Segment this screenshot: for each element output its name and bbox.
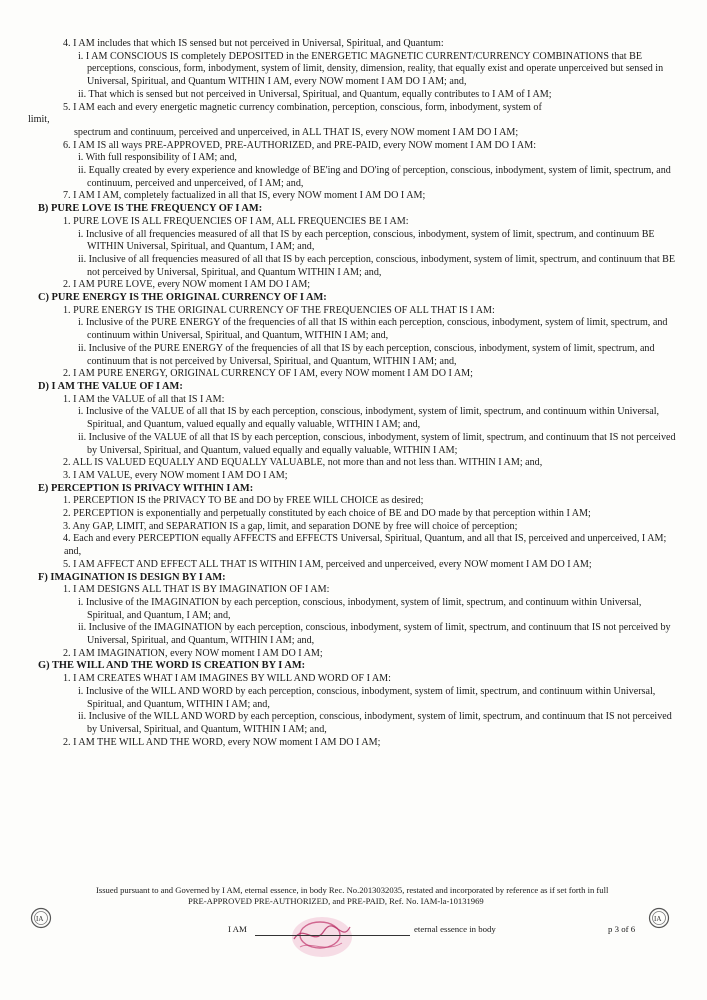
list-item: 1. I AM DESIGNS ALL THAT IS BY IMAGINATION OF I AM: xyxy=(63,584,330,596)
list-item: 4. Each and every PERCEPTION equally AFFECTS and EFFECTS Universal, Spiritual, Quantum, and all that IS, perceived and unperceived, I AM; and, xyxy=(63,533,667,558)
list-item: 5. I AM each and every energetic magnetic currency combination, perception, conscious, form, inbodyment, system of xyxy=(63,101,542,113)
list-item: i. Inclusive of the IMAGINATION by each perception, conscious, inbodyment, system of limit, spectrum, and continuum within Universal, Spiritual, and Quantum, I AM; and, xyxy=(78,596,642,621)
list-item: 2. ALL IS VALUED EQUALLY AND EQUALLY VALUABLE, not more than and not less than. WITHIN I AM; and, xyxy=(63,457,543,469)
list-item: 2. I AM PURE LOVE, every NOW moment I AM DO I AM; xyxy=(63,279,311,291)
list-item: i. Inclusive of the VALUE of all that IS by each perception, conscious, inbodyment, system of limit, spectrum, and continuum within Universal, Spiritual, and Quantum, valued equally and equally valuable, WITHIN I AM; and, xyxy=(78,406,660,431)
page-number: p 3 of 6 xyxy=(608,924,636,934)
list-item: ii. Inclusive of the VALUE of all that IS by each perception, conscious, inbodyment, system of limit, spectrum, and continuum that IS not perceived by Universal, Spiritual, and Quantum, valued equally and equally valuable, WITHIN I AM; xyxy=(78,431,676,456)
list-item: 7. I AM I AM, completely factualized in all that IS, every NOW moment I AM DO I AM; xyxy=(63,190,426,202)
svg-text:IA: IA xyxy=(36,915,44,923)
signature-seal-icon xyxy=(280,913,360,965)
svg-text:IA: IA xyxy=(654,915,662,923)
section-heading: C) PURE ENERGY IS THE ORIGINAL CURRENCY OF I AM: xyxy=(38,292,327,304)
list-item: ii. Inclusive of all frequencies measured of all that IS by each perception, conscious, inbodyment, system of limit, spectrum, and continuum that BE not perceived by Universal, Spiritual, and Quantum WITHIN I AM; and, xyxy=(78,253,676,278)
section-heading: G) THE WILL AND THE WORD IS CREATION BY I AM: xyxy=(38,660,306,672)
list-item: 1. I AM the VALUE of all that IS I AM: xyxy=(63,393,225,405)
list-item: 1. PERCEPTION IS the PRIVACY TO BE and DO by FREE WILL CHOICE as desired; xyxy=(63,495,424,507)
list-item: ii. That which is sensed but not perceived in Universal, Spiritual, and Quantum, equally contributes to I AM of I AM; xyxy=(78,88,552,100)
right-seal-icon xyxy=(648,907,670,929)
signature-suffix: eternal essence in body xyxy=(414,924,496,934)
list-item: 1. PURE LOVE IS ALL FREQUENCIES OF I AM, ALL FREQUENCIES BE I AM: xyxy=(63,215,409,227)
list-item: ii. Inclusive of the PURE ENERGY of the frequencies of all that IS by each perception, conscious, inbodyment, system of limit, spectrum, and continuum that is not perceived by Universal, Spiritual, and Quantum, WITHIN I AM; and, xyxy=(78,342,655,367)
list-item: i. Inclusive of the PURE ENERGY of the frequencies of all that IS within each perception, conscious, inbodyment, system of limit, spectrum, and continuum within Universal, Spiritual, and Quantum, WITHIN I AM; and, xyxy=(78,317,668,342)
list-item: i. I AM CONSCIOUS IS completely DEPOSITED in the ENERGETIC MAGNETIC CURRENT/CURRENCY COMBINATIONS that BE perceptions, conscious, form, inbodyment, system of limit, density, dimension, reality, that equally exist and operate unperceived but sensed in Universal, Spiritual, and Quantum WITHIN I AM, every NOW moment I AM DO I AM; and, xyxy=(78,50,664,88)
list-item: 6. I AM IS all ways PRE-APPROVED, PRE-AUTHORIZED, and PRE-PAID, every NOW moment I AM DO I AM: xyxy=(63,139,536,151)
list-item: 2. I AM IMAGINATION, every NOW moment I AM DO I AM; xyxy=(63,647,323,659)
section-heading: B) PURE LOVE IS THE FREQUENCY OF I AM: xyxy=(38,203,263,215)
list-item: 4. I AM includes that which IS sensed but not perceived in Universal, Spiritual, and Quantum: xyxy=(63,38,444,49)
list-item: 3. I AM VALUE, every NOW moment I AM DO I AM; xyxy=(63,469,288,481)
section-heading: D) I AM THE VALUE OF I AM: xyxy=(38,380,183,392)
list-item: ii. Equally created by every experience and knowledge of BE'ing and DO'ing of perception, conscious, inbodyment, system of limit, spectrum, and continuum, perceived and unperceived, of I AM; and, xyxy=(78,165,671,189)
list-item: i. Inclusive of all frequencies measured of all that IS by each perception, conscious, inbodyment, system of limit, spectrum, and continuum BE WITHIN Universal, Spiritual, and Quantum, I AM; and, xyxy=(78,228,655,253)
list-item: 2. PERCEPTION is exponentially and perpetually constituted by each choice of BE and DO made by that perception within I AM; xyxy=(63,508,591,520)
footer-ref-line: PRE-APPROVED PRE-AUTHORIZED, and PRE-PAID, Ref. No. IAM-la-10131969 xyxy=(188,896,484,906)
list-item: 1. PURE ENERGY IS THE ORIGINAL CURRENCY OF THE FREQUENCIES OF ALL THAT IS I AM: xyxy=(63,304,495,316)
section-heading: F) IMAGINATION IS DESIGN BY I AM: xyxy=(38,571,226,583)
left-seal-icon xyxy=(30,907,52,929)
footer-issued-line: Issued pursuant to and Governed by I AM, eternal essence, in body Rec. No.2013032035, restated and incorporated by reference as if set forth in full xyxy=(96,885,609,895)
signature-line xyxy=(255,935,410,936)
document-body xyxy=(28,38,678,749)
list-item: limit, xyxy=(28,114,50,126)
list-item: i. Inclusive of the WILL AND WORD by each perception, conscious, inbodyment, system of limit, spectrum, and continuum within Universal, Spiritual, and Quantum, WITHIN I AM; and, xyxy=(78,685,656,710)
section-heading: E) PERCEPTION IS PRIVACY WITHIN I AM: xyxy=(38,482,254,494)
list-item: spectrum and continuum, perceived and unperceived, in ALL THAT IS, every NOW moment I AM DO I AM; xyxy=(74,126,519,138)
list-item: 2. I AM THE WILL AND THE WORD, every NOW moment I AM DO I AM; xyxy=(63,736,381,748)
list-item: 5. I AM AFFECT AND EFFECT ALL THAT IS WITHIN I AM, perceived and unperceived, every NOW moment I AM DO I AM; xyxy=(63,558,592,570)
signature-label: I AM xyxy=(228,924,247,934)
list-item: 2. I AM PURE ENERGY, ORIGINAL CURRENCY OF I AM, every NOW moment I AM DO I AM; xyxy=(63,368,473,380)
list-item: ii. Inclusive of the WILL AND WORD by each perception, conscious, inbodyment, system of limit, spectrum, and continuum that IS not perceived by Universal, Spiritual, and Quantum, WITHIN I AM; and, xyxy=(78,711,672,735)
list-item: 1. I AM CREATES WHAT I AM IMAGINES BY WILL AND WORD OF I AM: xyxy=(63,673,391,685)
list-item: 3. Any GAP, LIMIT, and SEPARATION IS a gap, limit, and separation DONE by free will choice of perception; xyxy=(63,520,518,532)
list-item: ii. Inclusive of the IMAGINATION by each perception, conscious, inbodyment, system of limit, spectrum, and continuum that IS not perceived by Universal, Spiritual, and Quantum, WITHIN I AM; and, xyxy=(78,622,671,647)
list-item: i. With full responsibility of I AM; and, xyxy=(78,152,237,164)
